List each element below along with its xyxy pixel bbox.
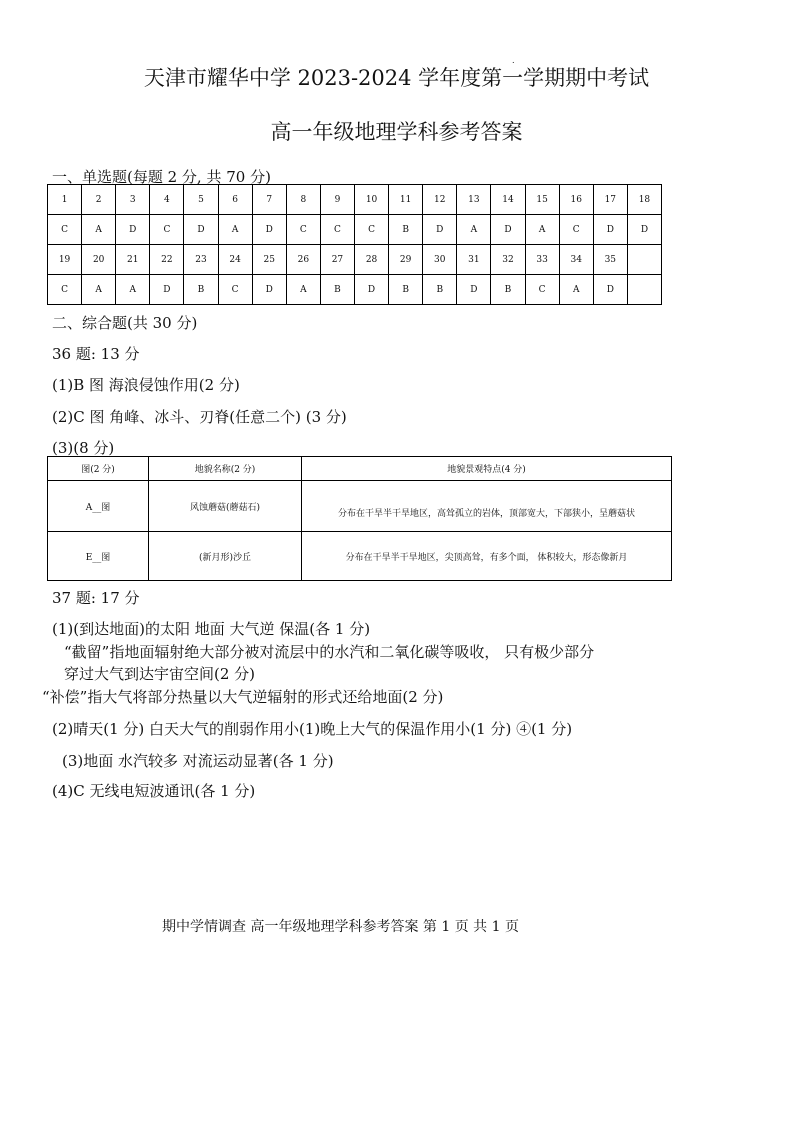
q36-title: 36 题: 13 分 xyxy=(52,345,140,363)
question-number-cell: 3 xyxy=(116,185,150,215)
question-number-cell: 29 xyxy=(389,245,423,275)
answer-cell: C xyxy=(525,275,559,305)
question-number-cell: 6 xyxy=(218,185,252,215)
question-number-cell: 33 xyxy=(525,245,559,275)
answer-cell: C xyxy=(559,215,593,245)
answer-key-subtitle: 高一年级地理学科参考答案 xyxy=(270,120,523,144)
question-number-cell: 1 xyxy=(48,185,82,215)
question-number-row xyxy=(48,185,662,215)
section1-heading: 一、单选题(每题 2 分, 共 70 分) xyxy=(52,168,271,186)
landform-table xyxy=(47,456,672,581)
answer-cell: B xyxy=(184,275,218,305)
table-row xyxy=(48,532,672,581)
q36-answer-2: (2)C 图 角峰、冰斗、刃脊(任意二个) (3 分) xyxy=(52,408,347,426)
question-number-cell: 7 xyxy=(252,185,286,215)
question-number-cell: 18 xyxy=(627,185,661,215)
question-number-cell: 10 xyxy=(354,185,388,215)
q37-title: 37 题: 17 分 xyxy=(52,589,140,607)
answer-cell: A xyxy=(218,215,252,245)
answer-cell: C xyxy=(218,275,252,305)
q37-answer-3: (3)地面 水汽较多 对流运动显著(各 1 分) xyxy=(62,752,334,770)
cell-figure: A__图 xyxy=(48,481,149,532)
q37-answer-1: (1)(到达地面)的太阳 地面 大气逆 保温(各 1 分) xyxy=(52,620,371,638)
answer-cell: D xyxy=(593,215,627,245)
answer-cell: A xyxy=(525,215,559,245)
q37-answer-4: (4)C 无线电短波通讯(各 1 分) xyxy=(52,782,256,800)
answer-cell: C xyxy=(320,215,354,245)
question-number-cell: 19 xyxy=(48,245,82,275)
table-row xyxy=(48,481,672,532)
question-number-cell: 2 xyxy=(82,185,116,215)
question-number-cell: 23 xyxy=(184,245,218,275)
answer-cell: D xyxy=(457,275,491,305)
cell-landform-name: 风蚀蘑菇(蘑菇石) xyxy=(149,481,302,532)
question-number-cell: 32 xyxy=(491,245,525,275)
answer-cell: C xyxy=(48,215,82,245)
question-number-cell: 11 xyxy=(389,185,423,215)
question-number-cell: 27 xyxy=(320,245,354,275)
exam-title: 天津市耀华中学 2023-2024 学年度第一学期期中考试 xyxy=(143,66,650,90)
cell-figure: E__图 xyxy=(48,532,149,581)
q36-answer-3: (3)(8 分) xyxy=(52,439,115,457)
question-number-cell: 35 xyxy=(593,245,627,275)
q36-answer-1: (1)B 图 海浪侵蚀作用(2 分) xyxy=(52,376,240,394)
question-number-cell: 13 xyxy=(457,185,491,215)
cell-landform-name: (新月形)沙丘 xyxy=(149,532,302,581)
answer-cell: C xyxy=(354,215,388,245)
answer-cell: D xyxy=(252,275,286,305)
question-number-cell: 14 xyxy=(491,185,525,215)
page-footer: 期中学情调查 高一年级地理学科参考答案 第 1 页 共 1 页 xyxy=(162,919,519,935)
question-number-cell: 34 xyxy=(559,245,593,275)
question-number-cell: 15 xyxy=(525,185,559,215)
answer-cell: D xyxy=(593,275,627,305)
answer-cell: D xyxy=(491,215,525,245)
answer-row xyxy=(48,275,662,305)
q37-answer-1-interception-cont: 穿过大气到达宇宙空间(2 分) xyxy=(64,665,256,683)
answer-cell: B xyxy=(389,275,423,305)
question-number-cell: 22 xyxy=(150,245,184,275)
question-number-cell: 17 xyxy=(593,185,627,215)
question-number-cell: 28 xyxy=(354,245,388,275)
question-number-cell: 4 xyxy=(150,185,184,215)
question-number-row xyxy=(48,245,662,275)
answer-cell: B xyxy=(320,275,354,305)
header-landform-name: 地貌名称(2 分) xyxy=(149,457,302,481)
answer-cell: B xyxy=(491,275,525,305)
answer-cell: B xyxy=(389,215,423,245)
q37-answer-1-interception: “截留”指地面辐射绝大部分被对流层中的水汽和二氧化碳等吸收， 只有极少部分 xyxy=(64,643,595,661)
question-number-cell: 9 xyxy=(320,185,354,215)
multiple-choice-answer-table xyxy=(47,184,662,305)
answer-cell: C xyxy=(150,215,184,245)
answer-cell: A xyxy=(559,275,593,305)
stray-dot: . xyxy=(512,56,515,65)
question-number-cell: 30 xyxy=(423,245,457,275)
question-number-cell: 21 xyxy=(116,245,150,275)
q37-answer-1-compensation: “补偿”指大气将部分热量以大气逆辐射的形式还给地面(2 分) xyxy=(42,688,444,706)
answer-cell: D xyxy=(627,215,661,245)
question-number-cell xyxy=(627,245,661,275)
question-number-cell: 20 xyxy=(82,245,116,275)
answer-cell: D xyxy=(423,215,457,245)
header-landscape-features: 地貌景观特点(4 分) xyxy=(302,457,672,481)
header-figure: 图(2 分) xyxy=(48,457,149,481)
answer-cell: C xyxy=(48,275,82,305)
answer-cell: D xyxy=(252,215,286,245)
landform-table-header xyxy=(48,457,672,481)
answer-cell: A xyxy=(82,215,116,245)
question-number-cell: 12 xyxy=(423,185,457,215)
section2-heading: 二、综合题(共 30 分) xyxy=(52,314,198,332)
q37-answer-2: (2)晴天(1 分) 白天大气的削弱作用小(1)晚上大气的保温作用小(1 分) ④(1 分) xyxy=(52,720,573,738)
question-number-cell: 31 xyxy=(457,245,491,275)
answer-cell: A xyxy=(82,275,116,305)
answer-cell: C xyxy=(286,215,320,245)
answer-cell: B xyxy=(423,275,457,305)
question-number-cell: 8 xyxy=(286,185,320,215)
answer-cell: D xyxy=(116,215,150,245)
question-number-cell: 16 xyxy=(559,185,593,215)
cell-features: 分布在干旱半干旱地区，高耸孤立的岩体，顶部宽大，下部狭小，呈蘑菇状 xyxy=(302,481,672,532)
question-number-cell: 26 xyxy=(286,245,320,275)
answer-cell: A xyxy=(116,275,150,305)
answer-row xyxy=(48,215,662,245)
answer-cell: D xyxy=(184,215,218,245)
question-number-cell: 24 xyxy=(218,245,252,275)
cell-features: 分布在干旱半干旱地区，尖顶高耸，有多个面， 体积较大，形态像新月 xyxy=(302,532,672,581)
question-number-cell: 25 xyxy=(252,245,286,275)
answer-cell xyxy=(627,275,661,305)
question-number-cell: 5 xyxy=(184,185,218,215)
answer-cell: A xyxy=(286,275,320,305)
answer-cell: D xyxy=(354,275,388,305)
answer-cell: A xyxy=(457,215,491,245)
answer-cell: D xyxy=(150,275,184,305)
